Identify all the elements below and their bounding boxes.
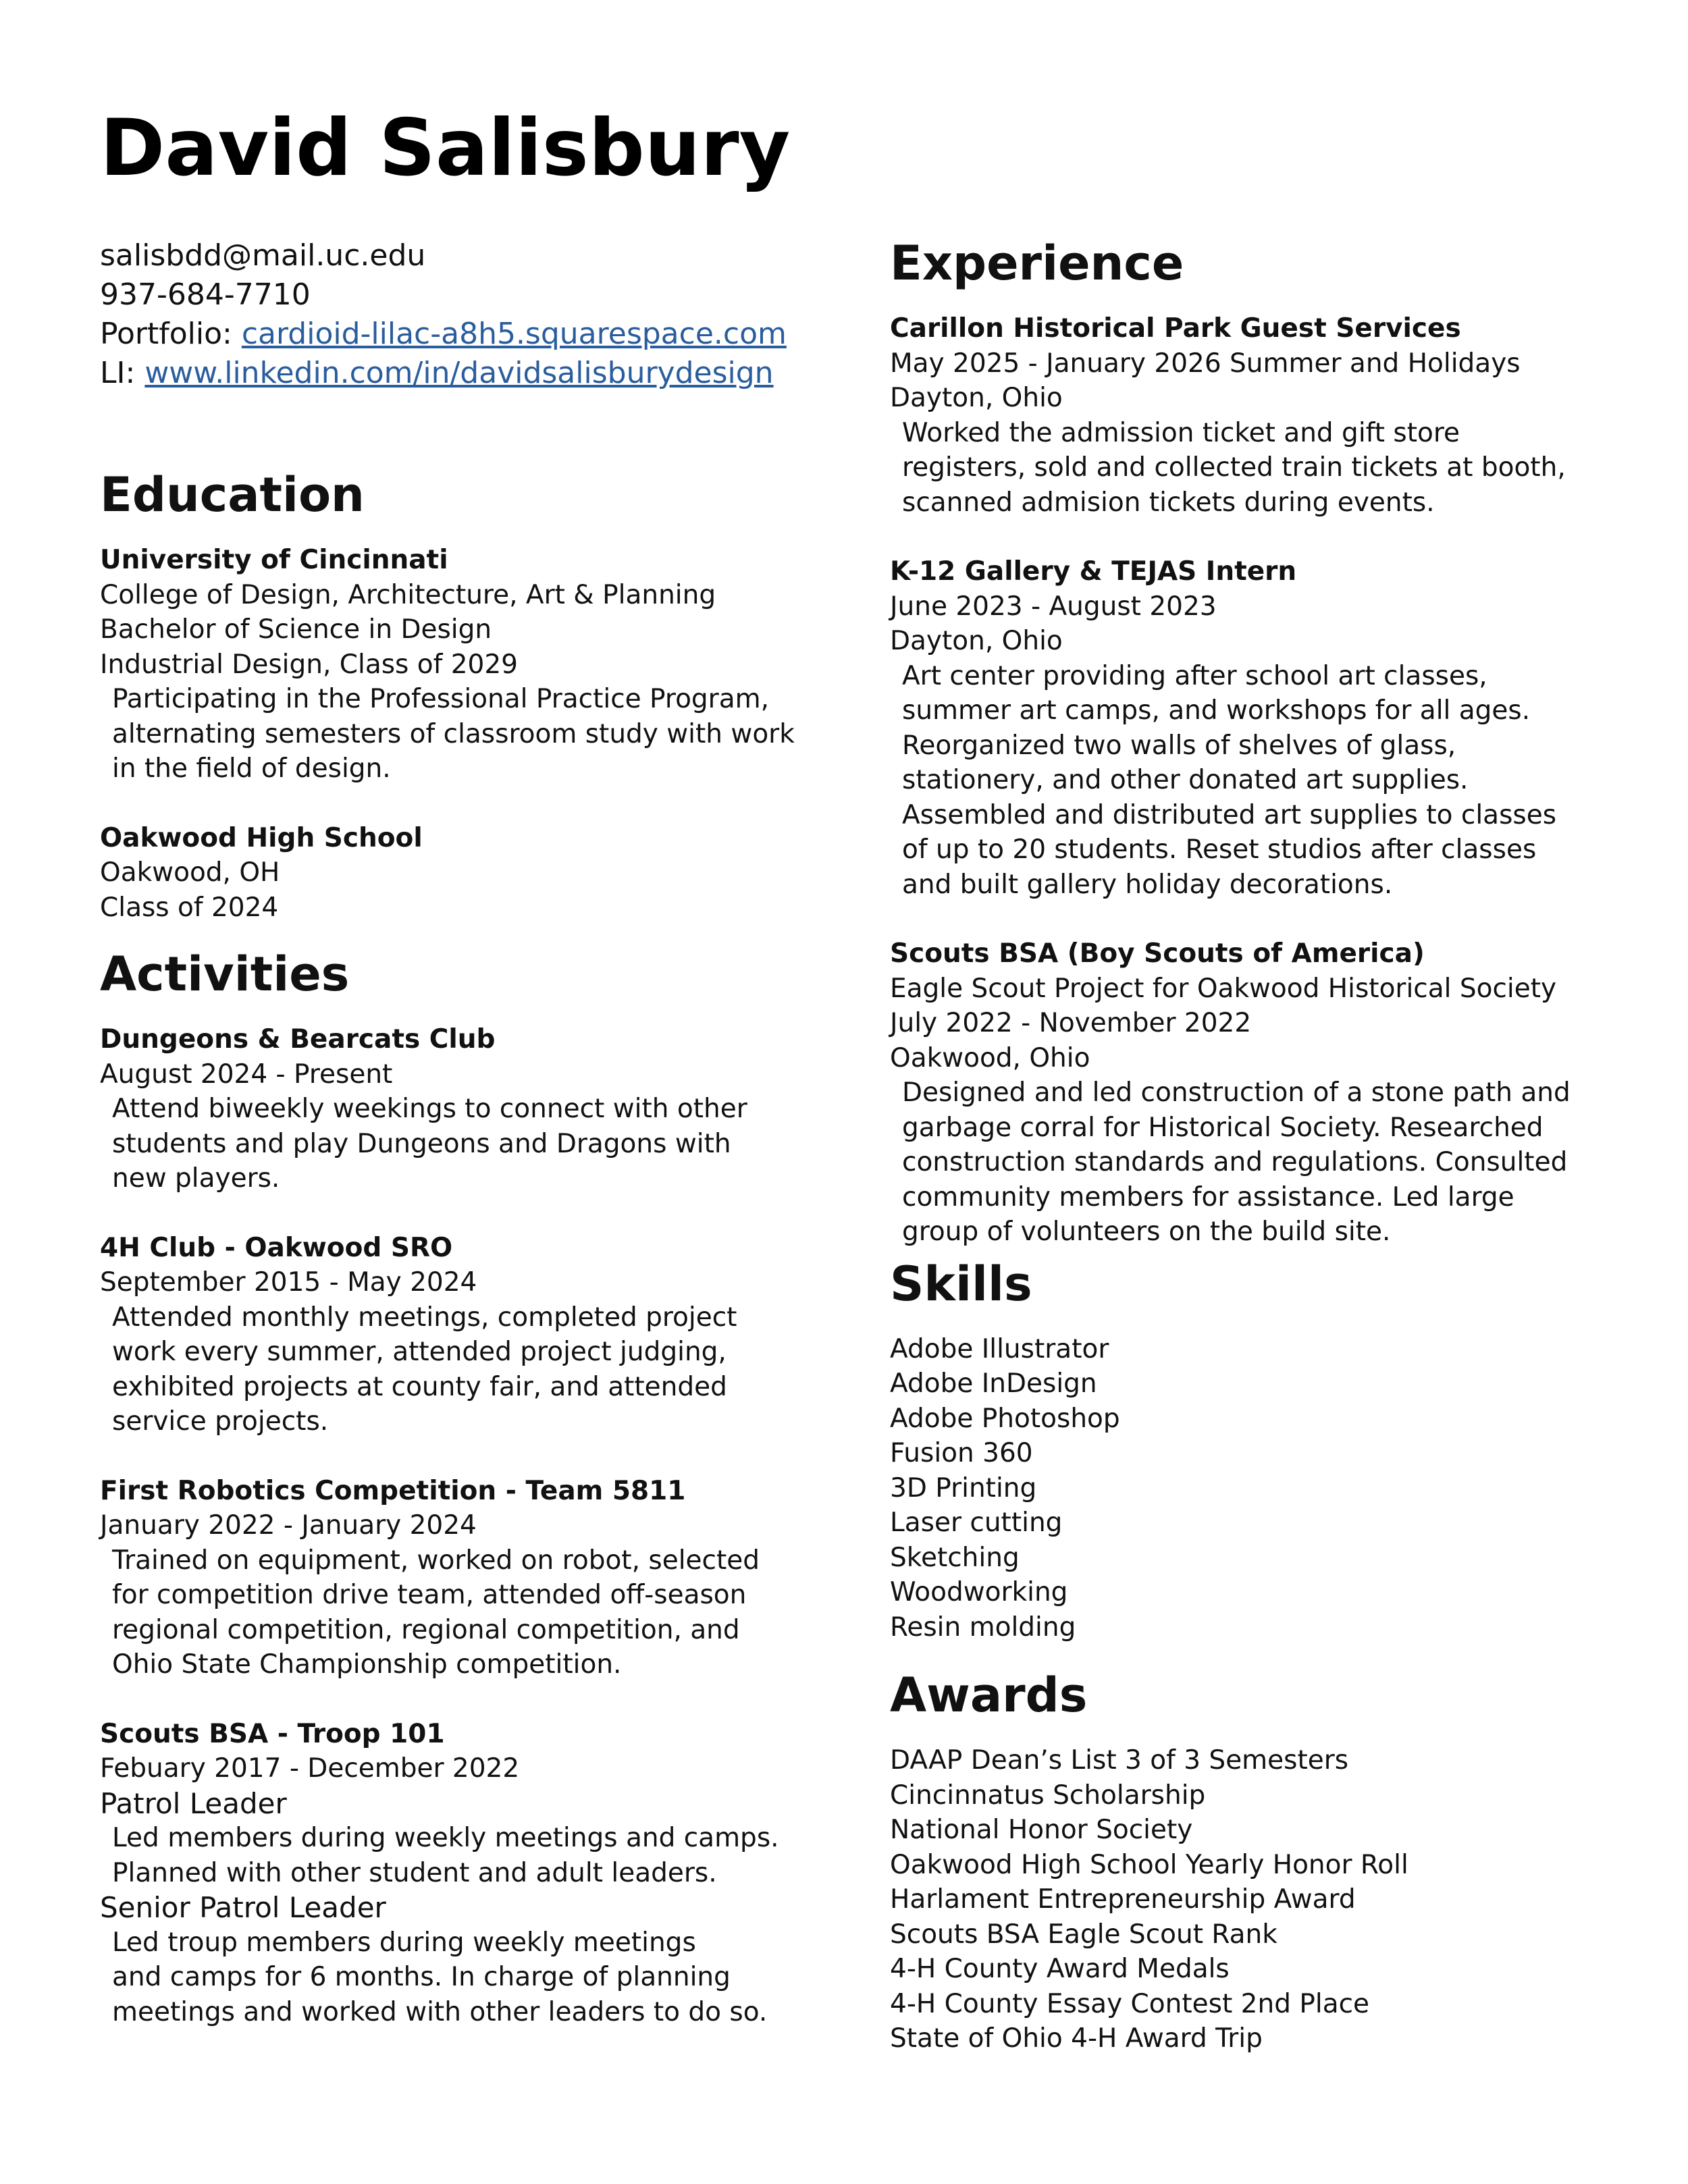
- award-item: State of Ohio 4-H Award Trip: [890, 2023, 1263, 2054]
- education-entry: [100, 821, 822, 926]
- entry-desc: stationery, and other donated art supplies.: [902, 765, 1469, 795]
- linkedin-label: LI:: [100, 356, 145, 390]
- entry-desc: of up to 20 students. Reset studios after classes: [902, 834, 1537, 865]
- entry-title: Scouts BSA - Troop 101: [100, 1718, 445, 1749]
- experience-entry: [890, 311, 1606, 520]
- entry-desc: scanned admision tickets during events.: [902, 487, 1435, 518]
- entry-desc: alternating semesters of classroom study with work: [112, 718, 795, 749]
- education-heading: Education: [100, 467, 365, 523]
- entry-title: Oakwood High School: [100, 822, 423, 853]
- activities-heading: Activities: [100, 947, 350, 1002]
- entry-line: College of Design, Architecture, Art & Planning: [100, 579, 716, 610]
- skills-section: [890, 1254, 1606, 1645]
- entry-line: Oakwood, OH: [100, 857, 280, 888]
- skill-item: Adobe Photoshop: [890, 1403, 1120, 1434]
- role-title: Senior Patrol Leader: [100, 1891, 386, 1924]
- entry-desc: Attended monthly meetings, completed project: [112, 1302, 737, 1333]
- entry-line: Industrial Design, Class of 2029: [100, 649, 518, 680]
- experience-entry: [890, 554, 1606, 902]
- activity-entry: [100, 1474, 822, 1682]
- education-entry: [100, 543, 822, 787]
- entry-line: January 2022 - January 2024: [100, 1510, 477, 1541]
- entry-desc: Worked the admission ticket and gift store: [902, 417, 1460, 448]
- award-item: Oakwood High School Yearly Honor Roll: [890, 1849, 1408, 1880]
- phone-text: 937-684-7710: [100, 277, 311, 312]
- entry-desc: Led troup members during weekly meetings: [112, 1927, 696, 1958]
- activity-entry: [100, 1022, 822, 1196]
- activity-entry: [100, 1717, 822, 2030]
- role-title: Patrol Leader: [100, 1786, 287, 1820]
- right-column: [890, 233, 1606, 2056]
- experience-heading: Experience: [890, 236, 1184, 291]
- award-item: National Honor Society: [890, 1815, 1193, 1845]
- entry-line: Bachelor of Science in Design: [100, 614, 492, 645]
- experience-entry: [890, 936, 1606, 1250]
- entry-desc: group of volunteers on the build site.: [902, 1217, 1391, 1247]
- left-column: [100, 236, 822, 2029]
- entry-desc: regional competition, regional competition, and: [112, 1614, 740, 1645]
- entry-desc: students and play Dungeons and Dragons with: [112, 1128, 731, 1159]
- entry-line: September 2015 - May 2024: [100, 1267, 477, 1298]
- skill-item: Adobe Illustrator: [890, 1333, 1109, 1364]
- entry-desc: Planned with other student and adult leaders.: [112, 1857, 717, 1888]
- entry-desc: Designed and led construction of a stone path and: [902, 1077, 1571, 1108]
- entry-desc: work every summer, attended project judging,: [112, 1337, 727, 1367]
- entry-desc: new players.: [112, 1163, 280, 1194]
- entry-line: Eagle Scout Project for Oakwood Historical Society: [890, 973, 1557, 1004]
- entry-desc: Attend biweekly weekings to connect with other: [112, 1094, 747, 1124]
- award-item: 4-H County Award Medals: [890, 1954, 1230, 1984]
- entry-title: 4H Club - Oakwood SRO: [100, 1232, 453, 1263]
- entry-line: Class of 2024: [100, 892, 279, 923]
- contact-block: [100, 236, 822, 393]
- entry-line: May 2025 - January 2026 Summer and Holidays: [890, 348, 1521, 379]
- entry-title: Scouts BSA (Boy Scouts of America): [890, 938, 1425, 969]
- skills-heading: Skills: [890, 1256, 1032, 1312]
- entry-desc: for competition drive team, attended off-season: [112, 1580, 747, 1610]
- entry-desc: Reorganized two walls of shelves of glass,: [902, 730, 1456, 761]
- entry-title: K-12 Gallery & TEJAS Intern: [890, 556, 1297, 587]
- email-text: salisbdd@mail.uc.edu: [100, 238, 426, 273]
- entry-line: Febuary 2017 - December 2022: [100, 1753, 520, 1784]
- entry-desc: community members for assistance. Led large: [902, 1181, 1514, 1213]
- entry-desc: Assembled and distributed art supplies to classes: [902, 799, 1557, 830]
- activity-entry: [100, 1231, 822, 1439]
- education-section: [100, 464, 822, 925]
- entry-line: Oakwood, Ohio: [890, 1042, 1090, 1073]
- entry-line: July 2022 - November 2022: [890, 1008, 1252, 1038]
- entry-desc: exhibited projects at county fair, and attended: [112, 1371, 727, 1402]
- entry-title: First Robotics Competition - Team 5811: [100, 1475, 686, 1506]
- award-item: DAAP Dean’s List 3 of 3 Semesters: [890, 1745, 1349, 1776]
- entry-desc: garbage corral for Historical Society. Researched: [902, 1112, 1544, 1143]
- skill-item: Woodworking: [890, 1577, 1068, 1607]
- portfolio-label: Portfolio:: [100, 317, 242, 351]
- skill-item: Sketching: [890, 1542, 1020, 1573]
- entry-line: Dayton, Ohio: [890, 383, 1063, 413]
- award-item: Scouts BSA Eagle Scout Rank: [890, 1919, 1277, 1950]
- experience-section: [890, 233, 1606, 1250]
- award-item: 4-H County Essay Contest 2nd Place: [890, 1988, 1370, 2019]
- entry-desc: Trained on equipment, worked on robot, selected: [112, 1545, 760, 1576]
- award-item: Harlament Entrepreneurship Award: [890, 1884, 1356, 1915]
- portfolio-link[interactable]: cardioid-lilac-a8h5.squarespace.com: [241, 317, 787, 351]
- award-item: Cincinnatus Scholarship: [890, 1780, 1206, 1811]
- resume-name: David Salisbury: [100, 103, 791, 194]
- entry-desc: and camps for 6 months. In charge of planning: [112, 1962, 731, 1992]
- entry-title: Dungeons & Bearcats Club: [100, 1024, 496, 1055]
- skill-item: 3D Printing: [890, 1472, 1037, 1503]
- skill-item: Laser cutting: [890, 1508, 1063, 1538]
- entry-desc: construction standards and regulations. Consulted: [902, 1147, 1568, 1177]
- skill-item: Resin molding: [890, 1612, 1076, 1643]
- entry-title: University of Cincinnati: [100, 545, 448, 575]
- awards-heading: Awards: [890, 1668, 1088, 1723]
- entry-line: August 2024 - Present: [100, 1059, 393, 1090]
- entry-desc: in the field of design.: [112, 753, 391, 784]
- entry-desc: Ohio State Championship competition.: [112, 1649, 622, 1680]
- entry-desc: summer art camps, and workshops for all ages.: [902, 695, 1531, 726]
- entry-desc: meetings and worked with other leaders to do so.: [112, 1996, 768, 2027]
- skill-item: Adobe InDesign: [890, 1368, 1097, 1399]
- linkedin-line: [100, 354, 822, 393]
- entry-line: Dayton, Ohio: [890, 626, 1063, 656]
- skill-item: Fusion 360: [890, 1438, 1033, 1468]
- entry-line: June 2023 - August 2023: [890, 591, 1217, 622]
- entry-desc: registers, sold and collected train tickets at booth,: [902, 452, 1566, 483]
- entry-desc: Art center providing after school art classes,: [902, 660, 1487, 691]
- awards-section: [890, 1665, 1606, 2056]
- entry-title: Carillon Historical Park Guest Services: [890, 313, 1461, 344]
- linkedin-link[interactable]: www.linkedin.com/in/davidsalisburydesign: [144, 356, 774, 390]
- entry-desc: Led members during weekly meetings and camps.: [112, 1823, 779, 1853]
- entry-desc: Participating in the Professional Practice Program,: [112, 684, 770, 714]
- entry-desc: and built gallery holiday decorations.: [902, 869, 1393, 900]
- entry-desc: service projects.: [112, 1406, 329, 1437]
- activities-section: [100, 944, 822, 2029]
- portfolio-line: [100, 315, 822, 354]
